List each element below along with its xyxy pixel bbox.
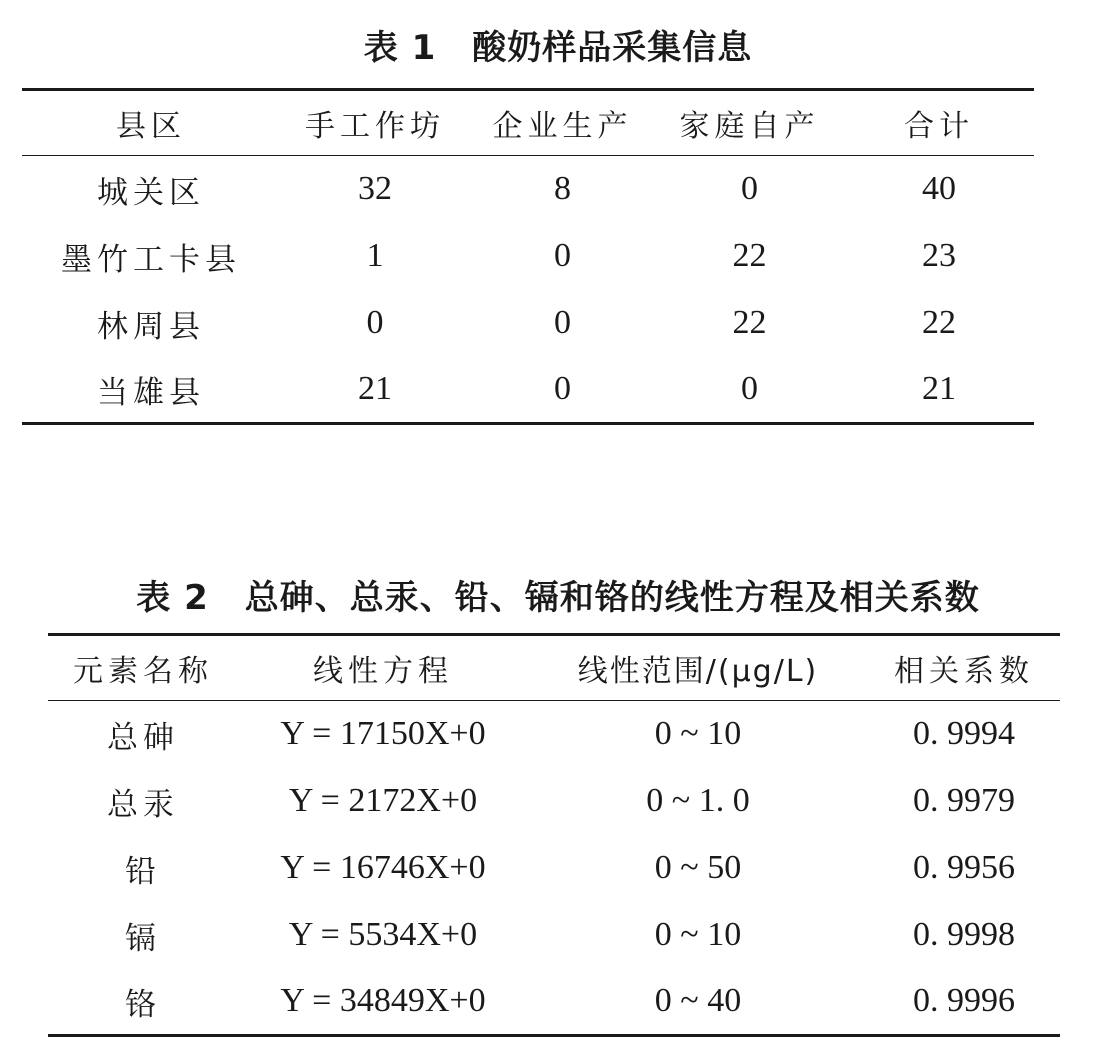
table1-number: 表 1 (363, 28, 437, 68)
table2-cell: 0 ~ 40 (654, 982, 742, 1020)
table1-cell: 21 (358, 370, 392, 408)
table1-cell: 当雄县 (97, 374, 205, 411)
table1 (22, 88, 1034, 425)
table1-cell: 22 (732, 237, 767, 274)
table2-cell: 镉 (125, 920, 161, 957)
table2-cell: 铅 (125, 853, 161, 890)
table2-header-row (48, 635, 1060, 701)
table1-header-row (22, 90, 1034, 156)
table2-cell: 0 ~ 50 (654, 849, 742, 886)
table2-cell: 0. 9979 (913, 782, 1015, 819)
table1-cell: 32 (358, 170, 392, 208)
table2-cell: 0. 9994 (913, 715, 1015, 753)
table2-header-equation: 线性方程 (238, 635, 528, 701)
table-row (22, 357, 1034, 424)
table2-cell: 0. 9956 (913, 849, 1015, 886)
table1-cell: 40 (922, 170, 956, 208)
table1-header-county: 县区 (22, 90, 280, 156)
table-row (22, 223, 1034, 290)
table-row (48, 969, 1060, 1036)
table1-cell: 21 (922, 370, 956, 408)
table2-cell: 0. 9998 (913, 916, 1015, 953)
table2-cell: Y = 2172X+0 (288, 782, 478, 819)
table2-cell: 铬 (125, 986, 161, 1023)
table1-cell: 23 (922, 237, 956, 274)
table2-cell: 0 ~ 10 (654, 715, 742, 753)
table1-cell: 22 (922, 304, 956, 341)
table1-cell: 0 (554, 370, 571, 408)
table1-header-enterprise: 企业生产 (470, 90, 655, 156)
table2-cell: Y = 34849X+0 (280, 982, 486, 1020)
table2-cell: Y = 16746X+0 (280, 849, 486, 886)
table2-cell: 总砷 (107, 719, 179, 756)
table2-header-element: 元素名称 (48, 635, 238, 701)
table1-title: 酸奶样品采集信息 (472, 28, 753, 68)
table1-cell: 22 (732, 304, 767, 341)
table2-header-range: 线性范围/(μg/L) (528, 635, 868, 701)
table2-header-correlation: 相关系数 (868, 635, 1060, 701)
table2-cell: 0 ~ 1. 0 (646, 782, 750, 819)
table2-cell: Y = 5534X+0 (288, 916, 478, 953)
table1-cell: 0 (741, 170, 758, 208)
table1-header-workshop: 手工作坊 (280, 90, 470, 156)
table1-header-total: 合计 (844, 90, 1034, 156)
table2-caption (0, 570, 1116, 619)
table-row (22, 290, 1034, 357)
table2-title: 总砷、总汞、铅、镉和铬的线性方程及相关系数 (244, 578, 980, 618)
table1-cell: 0 (741, 370, 758, 408)
table1-cell: 林周县 (97, 308, 205, 345)
table2-number: 表 2 (136, 578, 209, 618)
table2-cell: 0. 9996 (913, 982, 1015, 1020)
table1-header-household: 家庭自产 (655, 90, 844, 156)
table2-cell: 0 ~ 10 (654, 916, 742, 953)
table-row (48, 768, 1060, 835)
table2 (48, 633, 1060, 1037)
table2-cell: Y = 17150X+0 (280, 715, 486, 753)
table2-cell: 总汞 (107, 786, 179, 823)
table-row (48, 701, 1060, 768)
table-row (48, 902, 1060, 969)
table1-cell: 8 (554, 170, 571, 208)
table1-cell: 墨竹工卡县 (61, 241, 241, 278)
table-row (22, 156, 1034, 223)
table-row (48, 835, 1060, 902)
table1-cell: 0 (554, 304, 571, 341)
table1-cell: 城关区 (97, 174, 205, 211)
table1-cell: 0 (366, 304, 384, 341)
table1-cell: 1 (366, 237, 384, 274)
table1-cell: 0 (554, 237, 571, 274)
table1-caption (0, 20, 1116, 69)
